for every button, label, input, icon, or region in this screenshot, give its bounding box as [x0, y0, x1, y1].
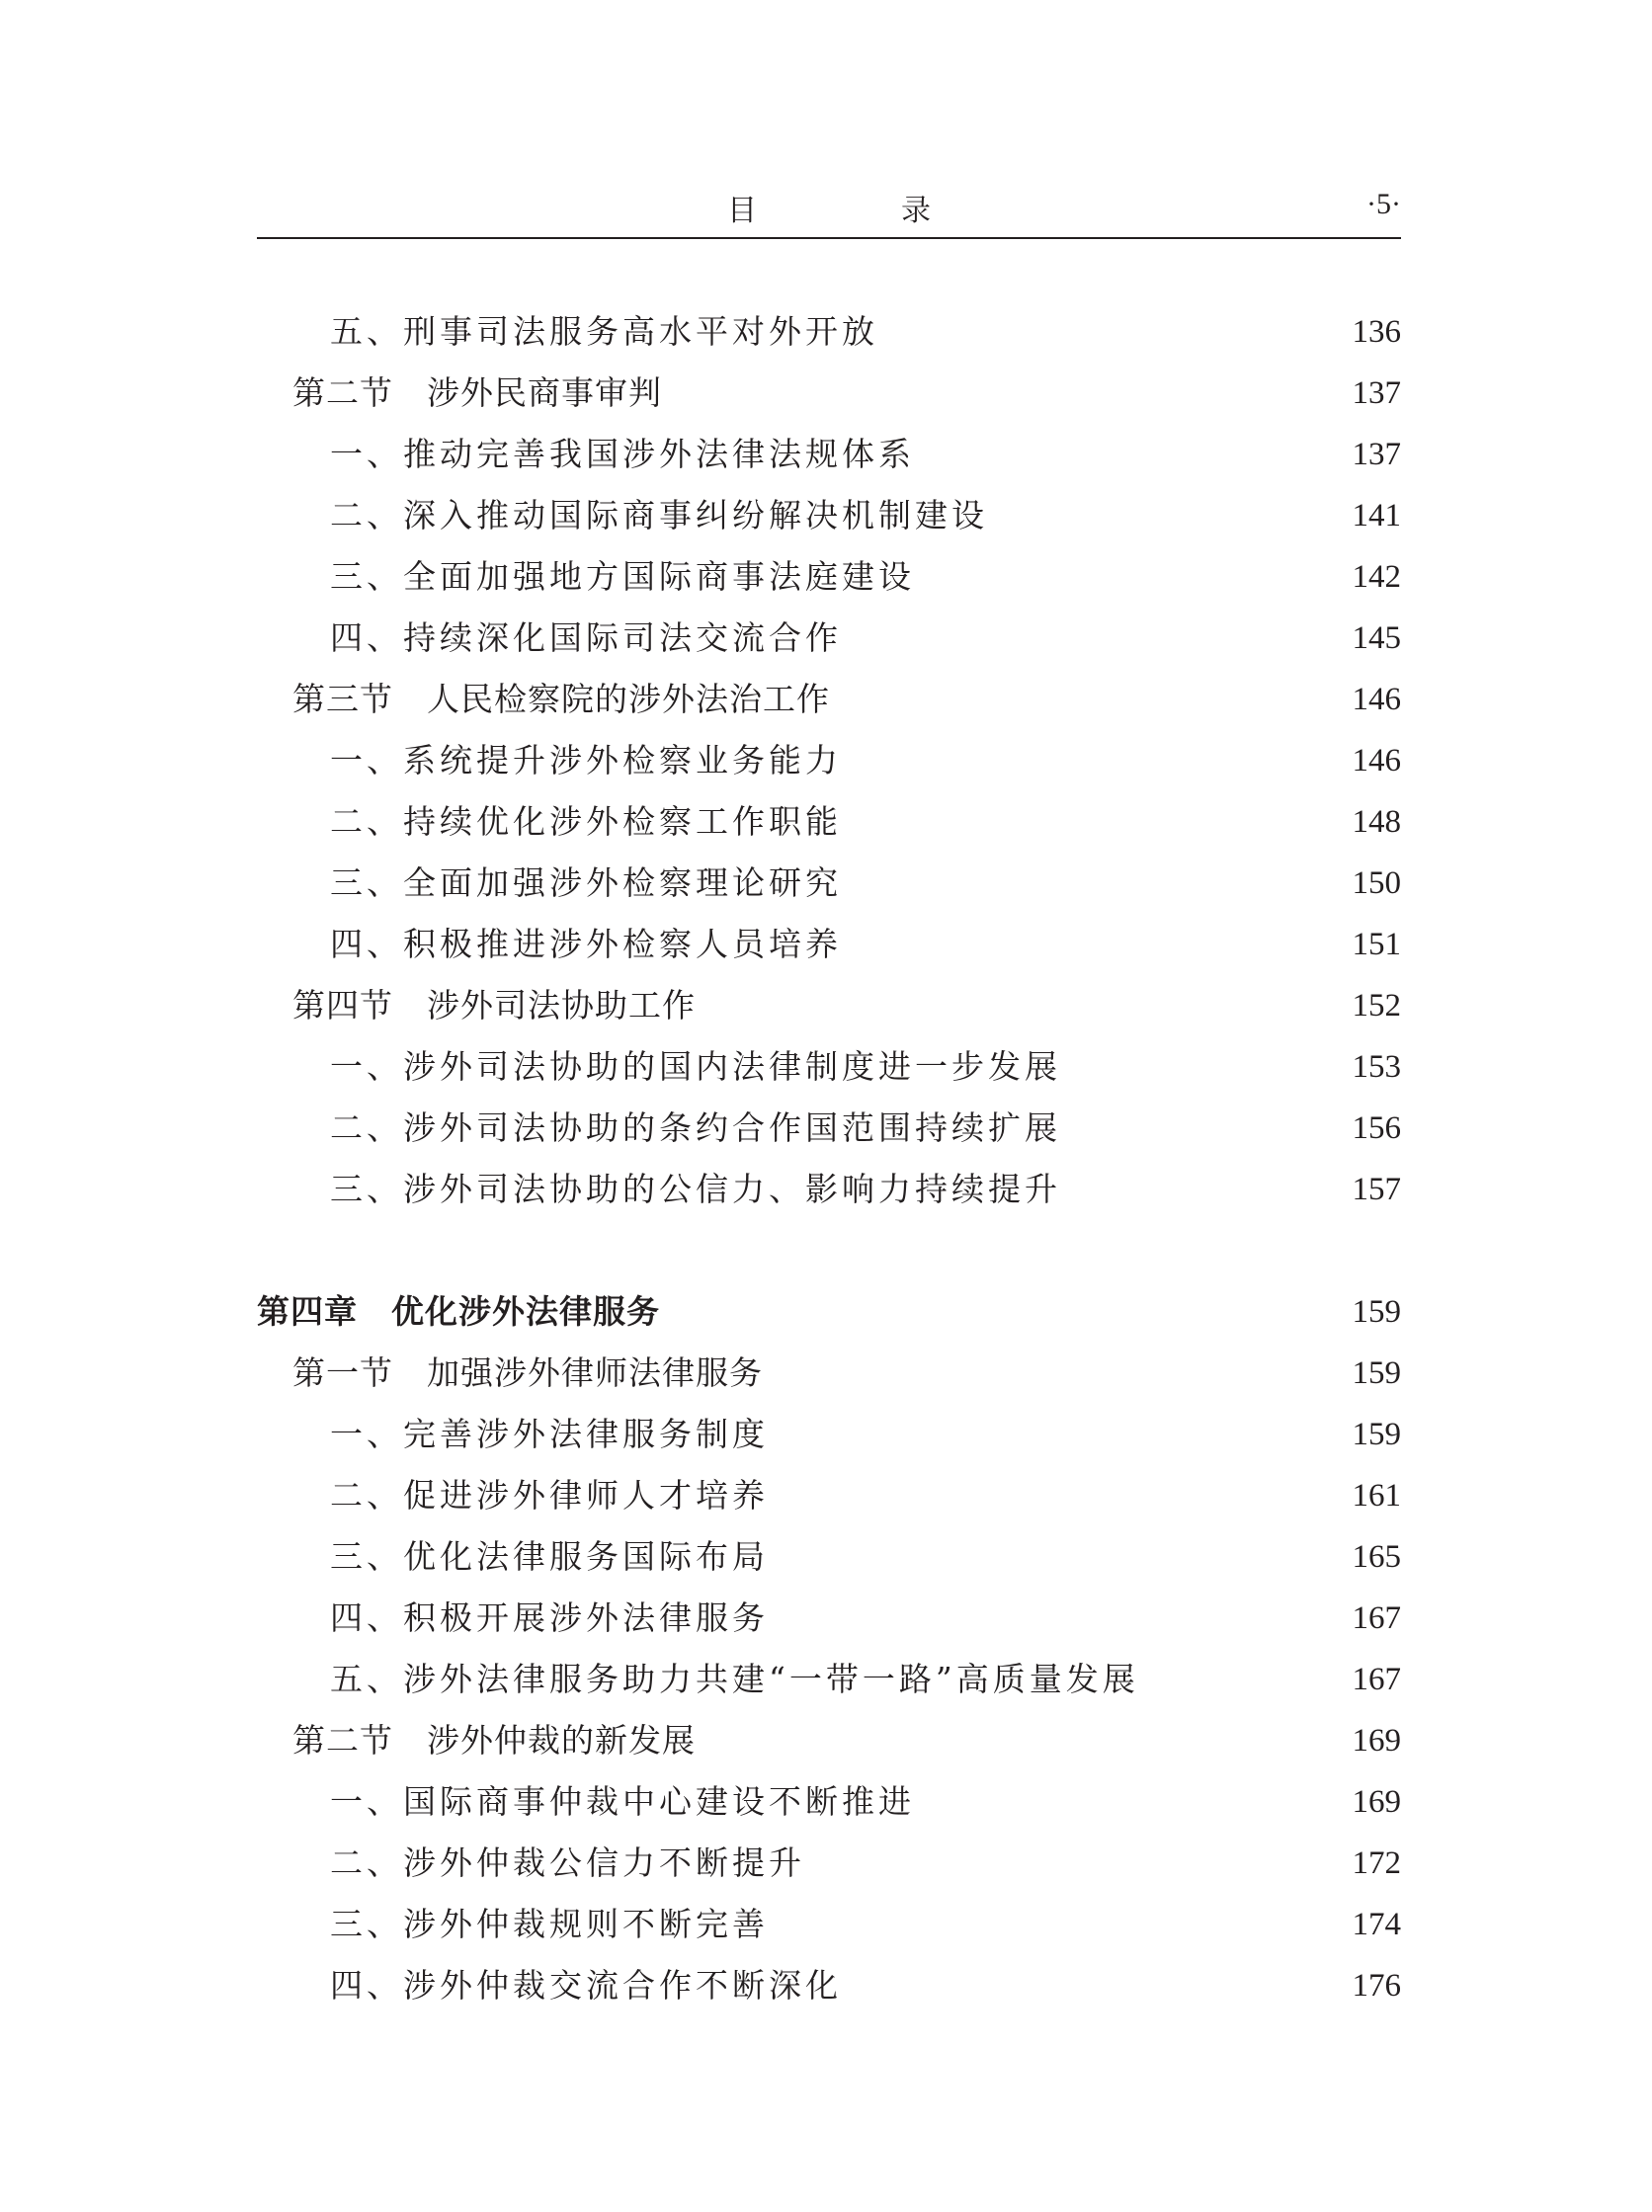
toc-entry-page: 137 — [1352, 437, 1401, 472]
toc-entry-page: 142 — [1352, 559, 1401, 595]
toc-entry-title: 二、涉外仲裁公信力不断提升 — [330, 1843, 805, 1882]
toc-entry-item[interactable] — [257, 485, 1401, 546]
toc-entry-title: 三、涉外仲裁规则不断完善 — [330, 1905, 769, 1943]
toc-entry-item[interactable] — [257, 1526, 1401, 1588]
toc-entry-page: 150 — [1352, 865, 1401, 901]
toc-entry-page: 137 — [1352, 375, 1401, 411]
toc-group-chapter4 — [257, 1281, 1401, 2016]
toc-entry-title: 三、全面加强地方国际商事法庭建设 — [330, 557, 915, 596]
toc-entry-title: 三、涉外司法协助的公信力、影响力持续提升 — [330, 1170, 1061, 1208]
table-of-contents — [257, 301, 1401, 2016]
toc-entry-title: 一、完善涉外法律服务制度 — [330, 1415, 769, 1453]
toc-entry-title: 二、深入推动国际商事纠纷解决机制建设 — [330, 496, 988, 534]
toc-entry-title: 第二节 涉外民商事审判 — [292, 373, 662, 412]
toc-entry-chapter[interactable] — [257, 1281, 1401, 1343]
toc-entry-page: 151 — [1352, 927, 1401, 962]
toc-entry-item[interactable] — [257, 1098, 1401, 1159]
toc-entry-page: 136 — [1352, 314, 1401, 350]
toc-entry-title: 四、积极开展涉外法律服务 — [330, 1598, 769, 1637]
toc-entry-title: 一、国际商事仲裁中心建设不断推进 — [330, 1782, 915, 1821]
toc-entry-item[interactable] — [257, 730, 1401, 791]
toc-entry-title: 三、优化法律服务国际布局 — [330, 1537, 769, 1576]
toc-entry-item[interactable] — [257, 853, 1401, 914]
toc-entry-title: 第四节 涉外司法协助工作 — [292, 986, 696, 1024]
chapter-spacer — [257, 1220, 1401, 1281]
toc-entry-title: 二、持续优化涉外检察工作职能 — [330, 802, 842, 841]
toc-entry-page: 148 — [1352, 804, 1401, 840]
toc-entry-page: 157 — [1352, 1172, 1401, 1207]
toc-entry-item[interactable] — [257, 1955, 1401, 2016]
toc-entry-section[interactable] — [257, 669, 1401, 730]
toc-entry-title: 第四章 优化涉外法律服务 — [257, 1292, 660, 1331]
toc-entry-page: 169 — [1352, 1723, 1401, 1759]
toc-entry-page: 167 — [1352, 1600, 1401, 1636]
toc-entry-title: 第二节 涉外仲裁的新发展 — [292, 1721, 696, 1760]
running-title: 目 录 — [727, 194, 988, 228]
page-header — [257, 176, 1401, 239]
toc-entry-item[interactable] — [257, 791, 1401, 853]
toc-entry-title: 二、涉外司法协助的条约合作国范围持续扩展 — [330, 1108, 1061, 1147]
toc-entry-page: 153 — [1352, 1049, 1401, 1085]
toc-entry-page: 152 — [1352, 988, 1401, 1024]
toc-entry-title: 一、涉外司法协助的国内法律制度进一步发展 — [330, 1047, 1061, 1086]
toc-entry-page: 145 — [1352, 620, 1401, 656]
toc-entry-item[interactable] — [257, 301, 1401, 363]
toc-entry-item[interactable] — [257, 914, 1401, 975]
toc-entry-title: 一、系统提升涉外检察业务能力 — [330, 741, 842, 779]
toc-entry-page: 146 — [1352, 682, 1401, 717]
toc-entry-page: 161 — [1352, 1478, 1401, 1514]
toc-entry-title: 四、持续深化国际司法交流合作 — [330, 618, 842, 657]
toc-entry-title: 四、涉外仲裁交流合作不断深化 — [330, 1966, 842, 2005]
toc-entry-page: 165 — [1352, 1539, 1401, 1575]
toc-entry-section[interactable] — [257, 975, 1401, 1036]
toc-entry-section[interactable] — [257, 1343, 1401, 1404]
toc-entry-section[interactable] — [257, 363, 1401, 424]
toc-entry-item[interactable] — [257, 1036, 1401, 1098]
toc-group-chapter3-continued — [257, 301, 1401, 1220]
toc-entry-title: 第一节 加强涉外律师法律服务 — [292, 1353, 763, 1392]
toc-entry-item[interactable] — [257, 424, 1401, 485]
toc-entry-page: 174 — [1352, 1907, 1401, 1942]
toc-entry-page: 172 — [1352, 1845, 1401, 1881]
toc-entry-item[interactable] — [257, 1771, 1401, 1833]
toc-entry-item[interactable] — [257, 1649, 1401, 1710]
toc-entry-page: 159 — [1352, 1355, 1401, 1391]
toc-entry-title: 五、涉外法律服务助力共建“一带一路”高质量发展 — [330, 1660, 1139, 1698]
toc-entry-item[interactable] — [257, 1894, 1401, 1955]
toc-entry-title: 一、推动完善我国涉外法律法规体系 — [330, 435, 915, 473]
toc-entry-item[interactable] — [257, 1833, 1401, 1894]
toc-entry-page: 159 — [1352, 1417, 1401, 1452]
toc-entry-page: 169 — [1352, 1784, 1401, 1820]
toc-entry-section[interactable] — [257, 1710, 1401, 1771]
toc-entry-item[interactable] — [257, 608, 1401, 669]
toc-entry-page: 159 — [1352, 1294, 1401, 1330]
toc-entry-page: 146 — [1352, 743, 1401, 778]
toc-entry-title: 第三节 人民检察院的涉外法治工作 — [292, 680, 830, 718]
toc-entry-title: 四、积极推进涉外检察人员培养 — [330, 925, 842, 963]
toc-entry-page: 141 — [1352, 498, 1401, 533]
toc-entry-item[interactable] — [257, 1404, 1401, 1465]
toc-entry-title: 五、刑事司法服务高水平对外开放 — [330, 312, 878, 351]
toc-entry-item[interactable] — [257, 546, 1401, 608]
toc-entry-title: 二、促进涉外律师人才培养 — [330, 1476, 769, 1515]
toc-entry-title: 三、全面加强涉外检察理论研究 — [330, 863, 842, 902]
toc-entry-page: 176 — [1352, 1968, 1401, 2004]
page-number: ·5· — [1366, 188, 1401, 220]
toc-entry-item[interactable] — [257, 1588, 1401, 1649]
toc-entry-page: 156 — [1352, 1110, 1401, 1146]
toc-entry-item[interactable] — [257, 1159, 1401, 1220]
toc-entry-item[interactable] — [257, 1465, 1401, 1526]
toc-entry-page: 167 — [1352, 1662, 1401, 1697]
